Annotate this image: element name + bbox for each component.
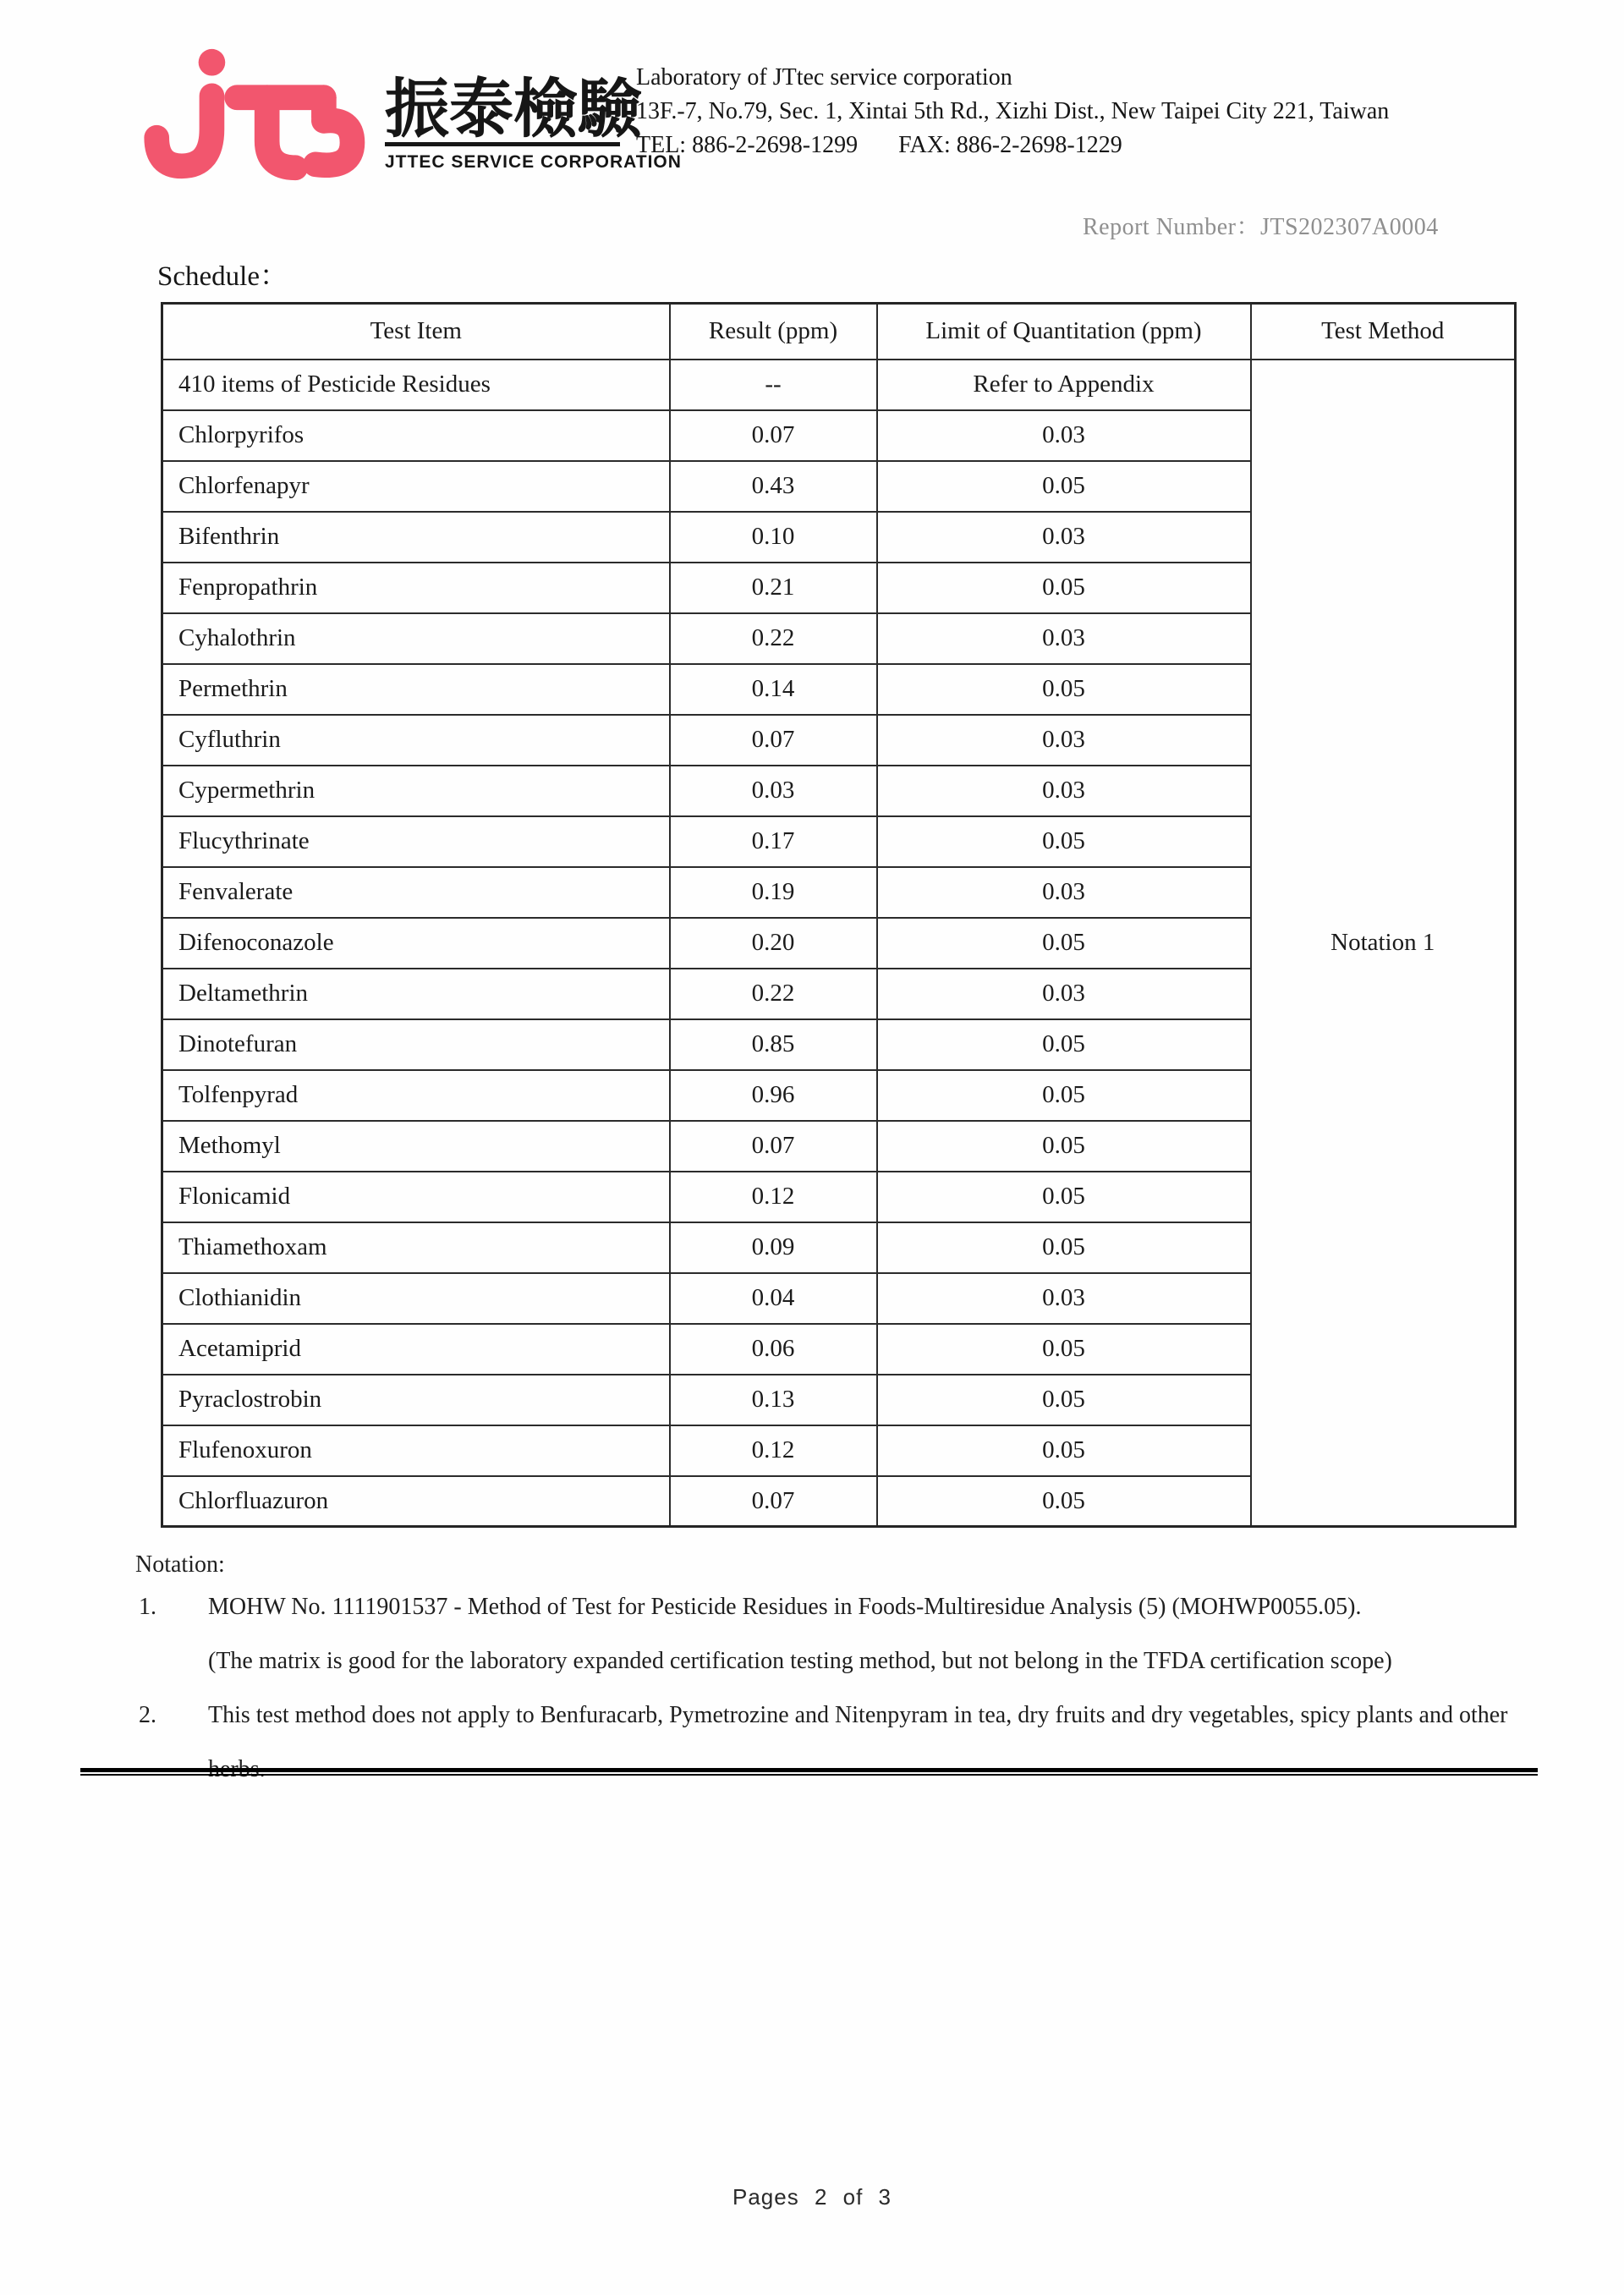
test-method-cell: Notation 1 [1251, 360, 1516, 1527]
notation-1-number: 1. [139, 1594, 156, 1620]
limit-cell: 0.03 [877, 1273, 1251, 1324]
lab-tel: TEL: 886-2-2698-1299 [636, 132, 859, 158]
limit-cell: 0.05 [877, 816, 1251, 867]
col-header-limit: Limit of Quantitation (ppm) [877, 304, 1251, 360]
test-item-cell: Permethrin [162, 664, 670, 715]
test-item-cell: Deltamethrin [162, 969, 670, 1019]
test-item-cell: Tolfenpyrad [162, 1070, 670, 1121]
limit-cell: 0.05 [877, 1222, 1251, 1273]
test-item-cell: Chlorfluazuron [162, 1476, 670, 1527]
limit-cell: 0.03 [877, 715, 1251, 766]
result-cell: 0.19 [670, 867, 877, 918]
test-item-cell: Cyhalothrin [162, 613, 670, 664]
test-item-cell: Fenpropathrin [162, 563, 670, 613]
result-cell: -- [670, 360, 877, 410]
test-item-cell: Methomyl [162, 1121, 670, 1172]
result-cell: 0.22 [670, 613, 877, 664]
result-cell: 0.09 [670, 1222, 877, 1273]
result-cell: 0.03 [670, 766, 877, 816]
col-header-result: Result (ppm) [670, 304, 877, 360]
company-name-english: JTTEC SERVICE CORPORATION [385, 142, 620, 173]
limit-cell: 0.03 [877, 613, 1251, 664]
result-cell: 0.07 [670, 410, 877, 461]
test-item-cell: Flonicamid [162, 1172, 670, 1222]
page-number: Pages 2 of 3 [732, 2184, 892, 2210]
test-item-cell: Flucythrinate [162, 816, 670, 867]
notation-2-number: 2. [139, 1702, 156, 1728]
notation-1-line1: MOHW No. 1111901537 - Method of Test for Pesticide Residues in Foods-Multiresidue Analysis (5) (MOHWP0055.05). [208, 1594, 1362, 1620]
report-number: Report Number：JTS202307A0004 [1083, 214, 1439, 240]
test-item-cell: Bifenthrin [162, 512, 670, 563]
limit-cell: 0.05 [877, 664, 1251, 715]
col-header-test-item: Test Item [162, 304, 670, 360]
test-item-cell: 410 items of Pesticide Residues [162, 360, 670, 410]
result-cell: 0.04 [670, 1273, 877, 1324]
notation-2-line1: This test method does not apply to Benfuracarb, Pymetrozine and Nitenpyram in tea, dry fruits and dry vegetables, spicy plants and other [208, 1702, 1508, 1728]
test-item-cell: Pyraclostrobin [162, 1375, 670, 1425]
lab-address-block [636, 61, 1389, 162]
result-cell: 0.85 [670, 1019, 877, 1070]
lab-fax: FAX: 886-2-2698-1229 [898, 132, 1122, 158]
test-item-cell: Thiamethoxam [162, 1222, 670, 1273]
lab-telfax-line [636, 129, 1389, 162]
limit-cell: 0.05 [877, 461, 1251, 512]
result-cell: 0.10 [670, 512, 877, 563]
result-cell: 0.14 [670, 664, 877, 715]
test-item-cell: Chlorfenapyr [162, 461, 670, 512]
result-cell: 0.12 [670, 1425, 877, 1476]
jts-logo-icon [117, 44, 370, 186]
result-cell: 0.06 [670, 1324, 877, 1375]
col-header-test-method: Test Method [1251, 304, 1516, 360]
test-item-cell: Difenoconazole [162, 918, 670, 969]
limit-cell: 0.05 [877, 1324, 1251, 1375]
limit-cell: 0.05 [877, 1070, 1251, 1121]
limit-cell: 0.03 [877, 512, 1251, 563]
table-row [162, 360, 1516, 410]
lab-name-line: Laboratory of JTtec service corporation [636, 64, 1012, 91]
test-item-cell: Dinotefuran [162, 1019, 670, 1070]
limit-cell: 0.05 [877, 918, 1251, 969]
result-cell: 0.20 [670, 918, 877, 969]
limit-cell: 0.03 [877, 410, 1251, 461]
result-cell: 0.07 [670, 715, 877, 766]
notation-2-line2: herbs. [208, 1756, 266, 1782]
test-item-cell: Flufenoxuron [162, 1425, 670, 1476]
company-name-chinese: 振泰檢驗 [385, 71, 642, 146]
limit-cell: 0.05 [877, 1121, 1251, 1172]
limit-cell: 0.05 [877, 1172, 1251, 1222]
table-header-row [162, 304, 1516, 360]
test-item-cell: Fenvalerate [162, 867, 670, 918]
test-item-cell: Chlorpyrifos [162, 410, 670, 461]
limit-cell: 0.03 [877, 867, 1251, 918]
results-table [161, 302, 1517, 1528]
lab-address-line: 13F.-7, No.79, Sec. 1, Xintai 5th Rd., Xizhi Dist., New Taipei City 221, Taiwan [636, 98, 1390, 124]
test-item-cell: Cypermethrin [162, 766, 670, 816]
test-item-cell: Cyfluthrin [162, 715, 670, 766]
limit-cell: Refer to Appendix [877, 360, 1251, 410]
limit-cell: 0.05 [877, 1425, 1251, 1476]
limit-cell: 0.03 [877, 969, 1251, 1019]
limit-cell: 0.05 [877, 1019, 1251, 1070]
test-item-cell: Acetamiprid [162, 1324, 670, 1375]
result-cell: 0.21 [670, 563, 877, 613]
result-cell: 0.07 [670, 1121, 877, 1172]
limit-cell: 0.05 [877, 1476, 1251, 1527]
limit-cell: 0.03 [877, 766, 1251, 816]
limit-cell: 0.05 [877, 1375, 1251, 1425]
schedule-label: Schedule： [157, 261, 288, 292]
result-cell: 0.07 [670, 1476, 877, 1527]
notation-1-line2: (The matrix is good for the laboratory expanded certification testing method, but not belong in the TFDA certification scope) [208, 1648, 1392, 1674]
result-cell: 0.17 [670, 816, 877, 867]
limit-cell: 0.05 [877, 563, 1251, 613]
result-cell: 0.96 [670, 1070, 877, 1121]
result-cell: 0.12 [670, 1172, 877, 1222]
notation-title: Notation: [135, 1551, 225, 1578]
result-cell: 0.43 [670, 461, 877, 512]
test-item-cell: Clothianidin [162, 1273, 670, 1324]
bottom-double-rule [80, 1768, 1538, 1776]
result-cell: 0.13 [670, 1375, 877, 1425]
result-cell: 0.22 [670, 969, 877, 1019]
